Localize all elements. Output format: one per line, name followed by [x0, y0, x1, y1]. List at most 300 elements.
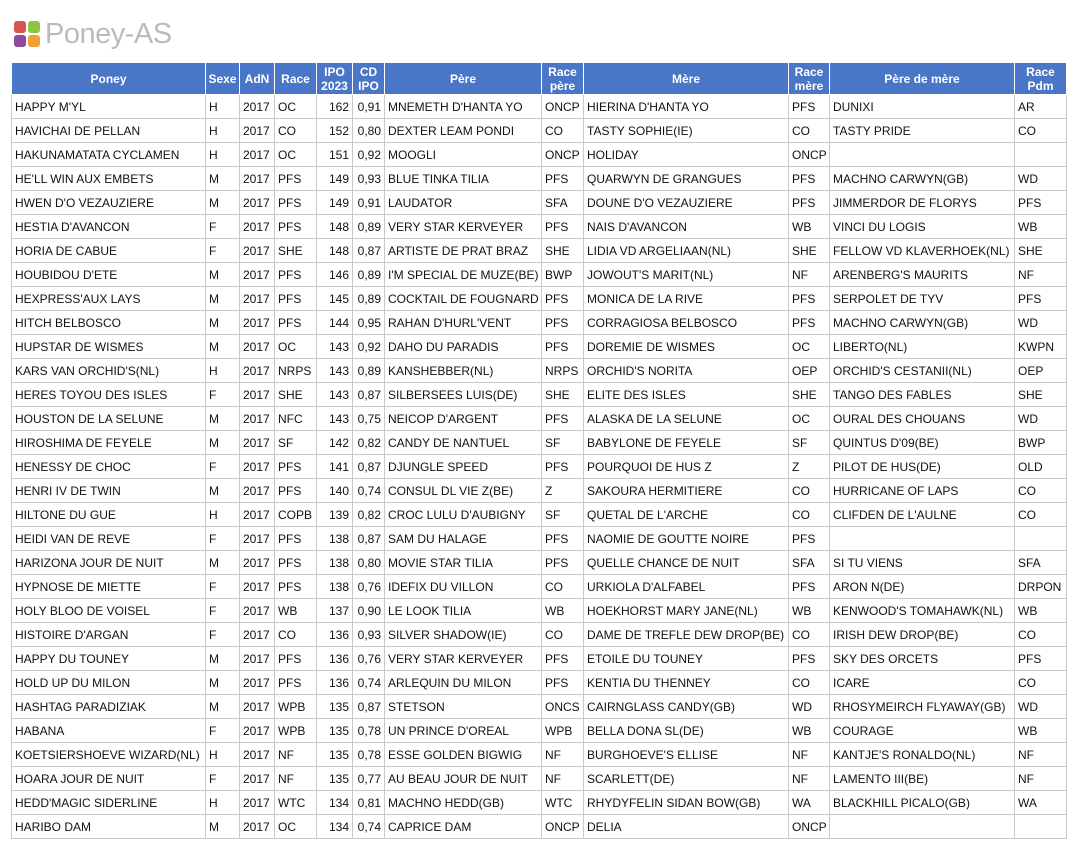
cell-ipo: 152 — [317, 119, 353, 143]
cell-poney: HITCH BELBOSCO — [12, 311, 206, 335]
cell-pere-mere: VINCI DU LOGIS — [830, 215, 1015, 239]
logo-square-orange — [28, 35, 40, 47]
cell-cd: 0,89 — [353, 287, 385, 311]
cell-pere-mere: KENWOOD'S TOMAHAWK(NL) — [830, 599, 1015, 623]
cell-sexe: M — [206, 431, 240, 455]
cell-pere-mere — [830, 143, 1015, 167]
cell-cd: 0,87 — [353, 239, 385, 263]
table-row — [12, 599, 1067, 623]
column-header-race-mere: Race mère — [789, 63, 830, 95]
cell-race-pere: WTC — [542, 791, 584, 815]
cell-ipo: 142 — [317, 431, 353, 455]
cell-poney: HENESSY DE CHOC — [12, 455, 206, 479]
cell-poney: HABANA — [12, 719, 206, 743]
cell-mere: HIERINA D'HANTA YO — [584, 95, 789, 119]
table-row — [12, 119, 1067, 143]
cell-cd: 0,87 — [353, 527, 385, 551]
cell-ipo: 137 — [317, 599, 353, 623]
cell-pere-mere: BLACKHILL PICALO(GB) — [830, 791, 1015, 815]
cell-poney: HOARA JOUR DE NUIT — [12, 767, 206, 791]
cell-mere: JOWOUT'S MARIT(NL) — [584, 263, 789, 287]
cell-adn: 2017 — [240, 167, 275, 191]
logo-square-red — [14, 21, 26, 33]
cell-adn: 2017 — [240, 407, 275, 431]
cell-pere-mere: QUINTUS D'09(BE) — [830, 431, 1015, 455]
cell-pere: MOVIE STAR TILIA — [385, 551, 542, 575]
cell-sexe: F — [206, 527, 240, 551]
logo-squares-icon — [14, 21, 41, 48]
table-row — [12, 143, 1067, 167]
cell-ipo: 135 — [317, 695, 353, 719]
cell-pere: CONSUL DL VIE Z(BE) — [385, 479, 542, 503]
cell-race-pdm: OLD — [1015, 455, 1067, 479]
cell-race: PFS — [275, 215, 317, 239]
cell-adn: 2017 — [240, 479, 275, 503]
cell-race: PFS — [275, 455, 317, 479]
cell-race: OC — [275, 815, 317, 839]
cell-cd: 0,80 — [353, 119, 385, 143]
cell-race: PFS — [275, 575, 317, 599]
cell-race-pere: SHE — [542, 383, 584, 407]
cell-race-pere: ONCP — [542, 815, 584, 839]
cell-adn: 2017 — [240, 743, 275, 767]
cell-cd: 0,89 — [353, 359, 385, 383]
cell-race-pere: PFS — [542, 287, 584, 311]
table-row — [12, 239, 1067, 263]
cell-race-pdm: CO — [1015, 503, 1067, 527]
cell-race-pere: PFS — [542, 647, 584, 671]
cell-mere: RHYDYFELIN SIDAN BOW(GB) — [584, 791, 789, 815]
cell-pere: VERY STAR KERVEYER — [385, 647, 542, 671]
cell-race-mere: WD — [789, 695, 830, 719]
cell-ipo: 148 — [317, 239, 353, 263]
cell-race-mere: NF — [789, 743, 830, 767]
cell-pere-mere: MACHNO CARWYN(GB) — [830, 167, 1015, 191]
cell-cd: 0,81 — [353, 791, 385, 815]
cell-pere-mere — [830, 815, 1015, 839]
cell-race-pdm: NF — [1015, 263, 1067, 287]
table-row — [12, 695, 1067, 719]
cell-adn: 2017 — [240, 215, 275, 239]
cell-race: OC — [275, 95, 317, 119]
cell-poney: KARS VAN ORCHID'S(NL) — [12, 359, 206, 383]
table-body — [12, 95, 1067, 839]
cell-race-pere: NF — [542, 767, 584, 791]
cell-adn: 2017 — [240, 599, 275, 623]
cell-pere: KANSHEBBER(NL) — [385, 359, 542, 383]
logo-square-purple — [14, 35, 26, 47]
cell-race-mere: Z — [789, 455, 830, 479]
cell-cd: 0,74 — [353, 671, 385, 695]
cell-pere-mere: ARON N(DE) — [830, 575, 1015, 599]
cell-mere: CAIRNGLASS CANDY(GB) — [584, 695, 789, 719]
cell-pere: RAHAN D'HURL'VENT — [385, 311, 542, 335]
cell-poney: HESTIA D'AVANCON — [12, 215, 206, 239]
cell-pere-mere: IRISH DEW DROP(BE) — [830, 623, 1015, 647]
cell-race-pere: PFS — [542, 527, 584, 551]
cell-race-pdm: PFS — [1015, 287, 1067, 311]
cell-race-mere: PFS — [789, 527, 830, 551]
cell-race: OC — [275, 335, 317, 359]
brand-logo — [14, 16, 172, 52]
table-row — [12, 431, 1067, 455]
cell-race-pdm: WD — [1015, 407, 1067, 431]
cell-adn: 2017 — [240, 431, 275, 455]
cell-ipo: 136 — [317, 671, 353, 695]
cell-race-pere: ONCP — [542, 143, 584, 167]
cell-race-pdm: DRPON — [1015, 575, 1067, 599]
cell-adn: 2017 — [240, 263, 275, 287]
cell-race-pdm: OEP — [1015, 359, 1067, 383]
cell-race: COPB — [275, 503, 317, 527]
cell-race-pere: BWP — [542, 263, 584, 287]
cell-sexe: F — [206, 719, 240, 743]
cell-poney: HOLY BLOO DE VOISEL — [12, 599, 206, 623]
cell-cd: 0,89 — [353, 263, 385, 287]
cell-poney: HILTONE DU GUE — [12, 503, 206, 527]
cell-pere: VERY STAR KERVEYER — [385, 215, 542, 239]
cell-sexe: F — [206, 623, 240, 647]
cell-cd: 0,74 — [353, 479, 385, 503]
cell-cd: 0,87 — [353, 695, 385, 719]
cell-adn: 2017 — [240, 695, 275, 719]
cell-adn: 2017 — [240, 455, 275, 479]
cell-pere: ESSE GOLDEN BIGWIG — [385, 743, 542, 767]
cell-poney: HAKUNAMATATA CYCLAMEN — [12, 143, 206, 167]
cell-race: CO — [275, 623, 317, 647]
cell-race: SHE — [275, 383, 317, 407]
cell-race: NFC — [275, 407, 317, 431]
cell-adn: 2017 — [240, 671, 275, 695]
cell-race-mere: CO — [789, 479, 830, 503]
cell-race-pere: PFS — [542, 335, 584, 359]
cell-pere-mere: JIMMERDOR DE FLORYS — [830, 191, 1015, 215]
cell-cd: 0,93 — [353, 167, 385, 191]
cell-adn: 2017 — [240, 335, 275, 359]
cell-adn: 2017 — [240, 503, 275, 527]
cell-ipo: 135 — [317, 743, 353, 767]
cell-cd: 0,78 — [353, 719, 385, 743]
cell-race-pere: CO — [542, 119, 584, 143]
cell-pere: CANDY DE NANTUEL — [385, 431, 542, 455]
cell-pere: LE LOOK TILIA — [385, 599, 542, 623]
cell-poney: HOUSTON DE LA SELUNE — [12, 407, 206, 431]
cell-pere: CAPRICE DAM — [385, 815, 542, 839]
cell-race-pere: PFS — [542, 311, 584, 335]
cell-pere: DAHO DU PARADIS — [385, 335, 542, 359]
cell-race-pere: WB — [542, 599, 584, 623]
table-row — [12, 647, 1067, 671]
column-header-race-pere: Race père — [542, 63, 584, 95]
cell-race: NF — [275, 767, 317, 791]
cell-ipo: 140 — [317, 479, 353, 503]
cell-mere: ETOILE DU TOUNEY — [584, 647, 789, 671]
cell-mere: DOUNE D'O VEZAUZIERE — [584, 191, 789, 215]
cell-sexe: F — [206, 215, 240, 239]
table-row — [12, 575, 1067, 599]
cell-race-mere: ONCP — [789, 143, 830, 167]
cell-cd: 0,82 — [353, 503, 385, 527]
table-row — [12, 95, 1067, 119]
cell-race-pere: ONCS — [542, 695, 584, 719]
cell-race-mere: SFA — [789, 551, 830, 575]
cell-sexe: M — [206, 815, 240, 839]
cell-cd: 0,95 — [353, 311, 385, 335]
cell-pere-mere: SKY DES ORCETS — [830, 647, 1015, 671]
cell-poney: HEXPRESS'AUX LAYS — [12, 287, 206, 311]
table-row — [12, 791, 1067, 815]
cell-cd: 0,91 — [353, 191, 385, 215]
cell-adn: 2017 — [240, 575, 275, 599]
column-header-race-pdm: Race Pdm — [1015, 63, 1067, 95]
cell-mere: DAME DE TREFLE DEW DROP(BE) — [584, 623, 789, 647]
cell-race-pdm: WB — [1015, 599, 1067, 623]
table-row — [12, 359, 1067, 383]
cell-cd: 0,78 — [353, 743, 385, 767]
table-row — [12, 527, 1067, 551]
cell-poney: HERES TOYOU DES ISLES — [12, 383, 206, 407]
cell-cd: 0,80 — [353, 551, 385, 575]
cell-mere: NAOMIE DE GOUTTE NOIRE — [584, 527, 789, 551]
cell-sexe: H — [206, 143, 240, 167]
brand-name: Poney-AS — [45, 18, 172, 50]
cell-ipo: 145 — [317, 287, 353, 311]
cell-adn: 2017 — [240, 719, 275, 743]
cell-pere: ARLEQUIN DU MILON — [385, 671, 542, 695]
cell-race: PFS — [275, 479, 317, 503]
cell-sexe: M — [206, 263, 240, 287]
cell-ipo: 148 — [317, 215, 353, 239]
cell-race-mere: PFS — [789, 575, 830, 599]
column-header-pere: Père — [385, 63, 542, 95]
cell-pere: AU BEAU JOUR DE NUIT — [385, 767, 542, 791]
table-row — [12, 215, 1067, 239]
cell-race: OC — [275, 143, 317, 167]
cell-pere-mere: FELLOW VD KLAVERHOEK(NL) — [830, 239, 1015, 263]
cell-poney: HORIA DE CABUE — [12, 239, 206, 263]
cell-adn: 2017 — [240, 119, 275, 143]
cell-pere: IDEFIX DU VILLON — [385, 575, 542, 599]
cell-sexe: M — [206, 335, 240, 359]
cell-ipo: 135 — [317, 767, 353, 791]
cell-race-mere: NF — [789, 263, 830, 287]
cell-cd: 0,87 — [353, 455, 385, 479]
cell-race-pere: NF — [542, 743, 584, 767]
cell-sexe: F — [206, 383, 240, 407]
cell-race-pdm: WD — [1015, 695, 1067, 719]
cell-race: PFS — [275, 671, 317, 695]
cell-poney: HAPPY DU TOUNEY — [12, 647, 206, 671]
table-row — [12, 191, 1067, 215]
cell-race: PFS — [275, 311, 317, 335]
cell-sexe: H — [206, 119, 240, 143]
cell-race-mere: WB — [789, 215, 830, 239]
cell-sexe: M — [206, 479, 240, 503]
cell-pere-mere: LIBERTO(NL) — [830, 335, 1015, 359]
cell-adn: 2017 — [240, 815, 275, 839]
cell-poney: KOETSIERSHOEVE WIZARD(NL) — [12, 743, 206, 767]
cell-mere: SCARLETT(DE) — [584, 767, 789, 791]
cell-poney: HUPSTAR DE WISMES — [12, 335, 206, 359]
column-header-adn: AdN — [240, 63, 275, 95]
cell-race-mere: OC — [789, 407, 830, 431]
cell-poney: HOUBIDOU D'ETE — [12, 263, 206, 287]
table-row — [12, 167, 1067, 191]
cell-sexe: F — [206, 575, 240, 599]
cell-ipo: 138 — [317, 551, 353, 575]
table-row — [12, 287, 1067, 311]
cell-race-pdm: SFA — [1015, 551, 1067, 575]
cell-mere: KENTIA DU THENNEY — [584, 671, 789, 695]
cell-race-pdm: CO — [1015, 119, 1067, 143]
cell-race-pdm — [1015, 815, 1067, 839]
cell-adn: 2017 — [240, 551, 275, 575]
cell-mere: BABYLONE DE FEYELE — [584, 431, 789, 455]
cell-adn: 2017 — [240, 383, 275, 407]
cell-pere: ARTISTE DE PRAT BRAZ — [385, 239, 542, 263]
cell-sexe: H — [206, 743, 240, 767]
logo-square-green — [28, 21, 40, 33]
cell-sexe: H — [206, 791, 240, 815]
cell-race-pdm: CO — [1015, 479, 1067, 503]
cell-race-pere: PFS — [542, 407, 584, 431]
column-header-ipo: IPO 2023 — [317, 63, 353, 95]
cell-sexe: M — [206, 551, 240, 575]
table-row — [12, 455, 1067, 479]
cell-poney: HWEN D'O VEZAUZIERE — [12, 191, 206, 215]
cell-mere: ORCHID'S NORITA — [584, 359, 789, 383]
cell-race-mere: PFS — [789, 95, 830, 119]
cell-sexe: H — [206, 503, 240, 527]
table-header-row — [12, 63, 1067, 95]
column-header-pere-mere: Père de mère — [830, 63, 1015, 95]
cell-race: PFS — [275, 167, 317, 191]
cell-sexe: F — [206, 599, 240, 623]
cell-pere-mere: SI TU VIENS — [830, 551, 1015, 575]
cell-adn: 2017 — [240, 359, 275, 383]
cell-race-pere: PFS — [542, 215, 584, 239]
cell-pere: BLUE TINKA TILIA — [385, 167, 542, 191]
cell-race-mere: PFS — [789, 311, 830, 335]
cell-mere: BELLA DONA SL(DE) — [584, 719, 789, 743]
cell-cd: 0,74 — [353, 815, 385, 839]
cell-ipo: 136 — [317, 647, 353, 671]
cell-poney: HOLD UP DU MILON — [12, 671, 206, 695]
cell-sexe: M — [206, 311, 240, 335]
table-row — [12, 623, 1067, 647]
column-header-poney: Poney — [12, 63, 206, 95]
cell-race-pere: SHE — [542, 239, 584, 263]
cell-mere: MONICA DE LA RIVE — [584, 287, 789, 311]
cell-sexe: M — [206, 191, 240, 215]
cell-race: WTC — [275, 791, 317, 815]
cell-pere-mere: DUNIXI — [830, 95, 1015, 119]
cell-race: PFS — [275, 647, 317, 671]
cell-race-pdm: BWP — [1015, 431, 1067, 455]
cell-race: WPB — [275, 719, 317, 743]
cell-cd: 0,77 — [353, 767, 385, 791]
cell-mere: DELIA — [584, 815, 789, 839]
cell-ipo: 149 — [317, 191, 353, 215]
cell-adn: 2017 — [240, 623, 275, 647]
cell-race-mere: CO — [789, 671, 830, 695]
cell-race-pdm: WD — [1015, 311, 1067, 335]
cell-pere-mere: ORCHID'S CESTANII(NL) — [830, 359, 1015, 383]
cell-pere-mere: HURRICANE OF LAPS — [830, 479, 1015, 503]
cell-ipo: 162 — [317, 95, 353, 119]
cell-race: SHE — [275, 239, 317, 263]
cell-race-pdm: CO — [1015, 623, 1067, 647]
cell-cd: 0,82 — [353, 431, 385, 455]
cell-race-pdm: NF — [1015, 767, 1067, 791]
table-row — [12, 551, 1067, 575]
cell-pere: MACHNO HEDD(GB) — [385, 791, 542, 815]
cell-adn: 2017 — [240, 95, 275, 119]
cell-race: CO — [275, 119, 317, 143]
cell-race-mere: SHE — [789, 239, 830, 263]
cell-race-mere: OC — [789, 335, 830, 359]
cell-ipo: 134 — [317, 791, 353, 815]
cell-race: NRPS — [275, 359, 317, 383]
cell-race: PFS — [275, 527, 317, 551]
cell-race-mere: NF — [789, 767, 830, 791]
cell-cd: 0,76 — [353, 575, 385, 599]
cell-pere-mere — [830, 527, 1015, 551]
cell-pere: SAM DU HALAGE — [385, 527, 542, 551]
ranking-table — [11, 62, 1067, 839]
cell-pere: COCKTAIL DE FOUGNARD — [385, 287, 542, 311]
table-row — [12, 719, 1067, 743]
cell-ipo: 143 — [317, 335, 353, 359]
cell-adn: 2017 — [240, 527, 275, 551]
cell-race-pere: ONCP — [542, 95, 584, 119]
cell-adn: 2017 — [240, 791, 275, 815]
cell-race-mere: CO — [789, 623, 830, 647]
cell-sexe: M — [206, 695, 240, 719]
cell-race-pdm: WB — [1015, 215, 1067, 239]
cell-race-mere: CO — [789, 503, 830, 527]
column-header-mere: Mère — [584, 63, 789, 95]
cell-race-pdm: WD — [1015, 167, 1067, 191]
cell-race-pere: CO — [542, 623, 584, 647]
column-header-sexe: Sexe — [206, 63, 240, 95]
cell-pere-mere: ICARE — [830, 671, 1015, 695]
cell-poney: HISTOIRE D'ARGAN — [12, 623, 206, 647]
cell-sexe: M — [206, 407, 240, 431]
cell-race-pdm — [1015, 527, 1067, 551]
cell-race-pdm: WB — [1015, 719, 1067, 743]
cell-ipo: 144 — [317, 311, 353, 335]
cell-mere: NAIS D'AVANCON — [584, 215, 789, 239]
cell-adn: 2017 — [240, 647, 275, 671]
cell-race-mere: CO — [789, 119, 830, 143]
cell-race-pdm: KWPN — [1015, 335, 1067, 359]
cell-race-pere: WPB — [542, 719, 584, 743]
cell-race-pere: SFA — [542, 191, 584, 215]
cell-ipo: 138 — [317, 575, 353, 599]
cell-pere: DJUNGLE SPEED — [385, 455, 542, 479]
column-header-cd: CD IPO — [353, 63, 385, 95]
cell-race-mere: SHE — [789, 383, 830, 407]
cell-race-pdm: CO — [1015, 671, 1067, 695]
cell-adn: 2017 — [240, 143, 275, 167]
table-row — [12, 335, 1067, 359]
cell-mere: SAKOURA HERMITIERE — [584, 479, 789, 503]
cell-race-pere: SF — [542, 431, 584, 455]
cell-pere: MOOGLI — [385, 143, 542, 167]
cell-pere-mere: MACHNO CARWYN(GB) — [830, 311, 1015, 335]
cell-mere: HOEKHORST MARY JANE(NL) — [584, 599, 789, 623]
